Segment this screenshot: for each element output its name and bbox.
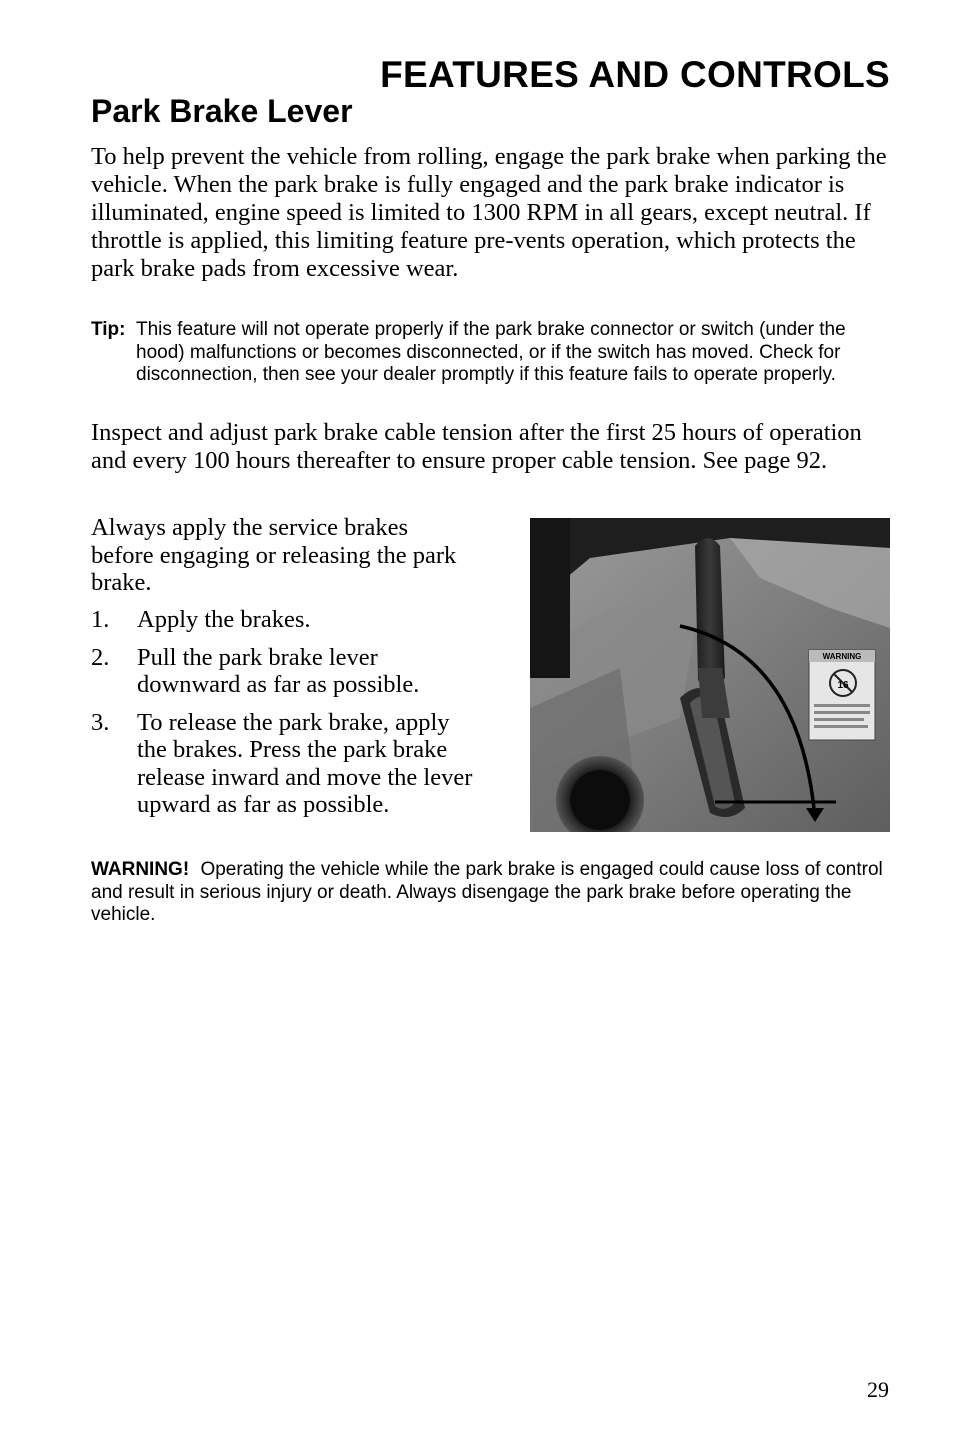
warning-text: Operating the vehicle while the park brake is engaged could cause loss of control and result in serious injury or death. Always disengage the park brake before operating the vehicle. xyxy=(91,859,883,925)
section-title: FEATURES AND CONTROLS xyxy=(380,54,890,95)
intro-paragraph: To help prevent the vehicle from rolling, engage the park brake when parking the vehicle. When the park brake is fully engaged and the park brake indicator is illuminated, engine speed is limited to 1300 RPM in all gears, except neutral. If throttle is applied, this limiting feature pre-vents operation, which protects the park brake pads from excessive wear. xyxy=(91,143,887,282)
page-number: 29 xyxy=(867,1377,889,1402)
tip-label: Tip: xyxy=(91,319,126,340)
sticker-age: 16 xyxy=(837,680,849,691)
step-number: 1. xyxy=(91,606,110,633)
step-text: Pull the park brake lever downward as far as possible. xyxy=(137,643,420,698)
sticker-title: WARNING xyxy=(822,652,862,661)
warning-sticker xyxy=(809,650,875,740)
service-brakes-paragraph: Always apply the service brakes before engaging or releasing the park brake. xyxy=(91,514,457,596)
steps-list xyxy=(91,606,481,829)
warning-note xyxy=(91,859,891,927)
step-text: To release the park brake, apply the brakes. Press the park brake release inward and move the lever upward as far as possible. xyxy=(137,708,473,818)
step-number: 2. xyxy=(91,643,110,671)
list-item xyxy=(91,606,481,634)
tip-text: This feature will not operate properly if the park brake connector or switch (under the hood) malfunctions or becomes disconnected, or if the switch has moved. Check for disconnection, then see your dealer promptly if this feature fails to operate properly. xyxy=(136,319,846,385)
list-item xyxy=(91,644,481,699)
page-heading: Park Brake Lever xyxy=(91,93,353,129)
step-number: 3. xyxy=(91,708,110,736)
photo-illustration xyxy=(530,518,890,832)
step-text: Apply the brakes. xyxy=(137,606,311,633)
park-brake-lever-photo xyxy=(530,518,890,832)
list-item xyxy=(91,709,481,819)
cable-tension-paragraph: Inspect and adjust park brake cable tension after the first 25 hours of operation and every 100 hours thereafter to ensure proper cable tension. See page 92. xyxy=(91,419,862,474)
warning-label: WARNING! xyxy=(91,859,190,880)
tip-note xyxy=(91,319,891,387)
